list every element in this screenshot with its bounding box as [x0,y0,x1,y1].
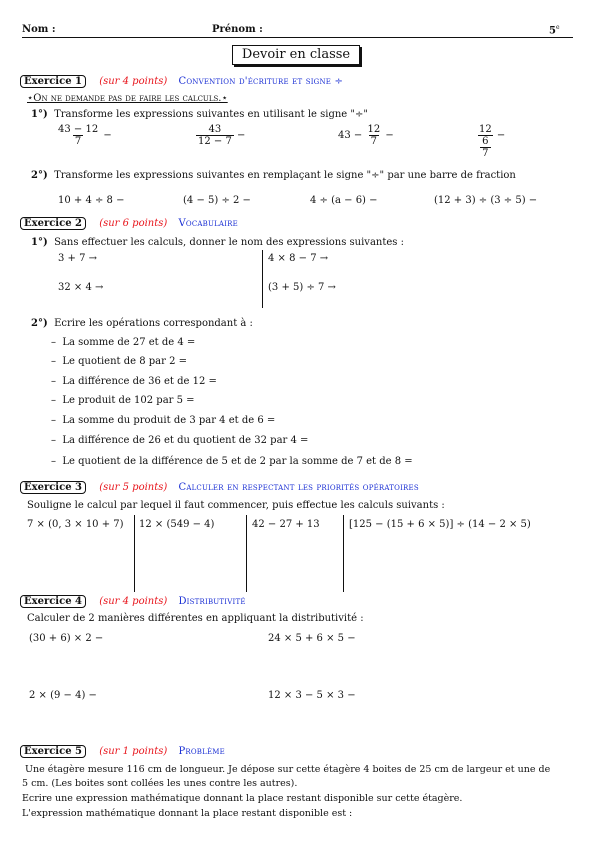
ex5-line-3: Ecrire une expression mathématique donnant la place restant disponible sur cette étagère. [22,793,463,804]
ex2-expr-c: 32 × 4 → [58,282,104,293]
ex1-points: (sur 4 points) [99,76,168,87]
ex2-divider [262,250,263,308]
page-title: Devoir en classe [232,45,360,65]
ex2-q1: 1°) Sans effectuer les calculs, donner le nom des expressions suivantes : [31,237,404,248]
header-rule [22,37,573,38]
ex3-divider-1 [134,515,135,592]
ex4-topic: Distributivité [178,596,246,607]
ex2-item-5: – La somme du produit de 3 par 4 et de 6 = [51,415,276,426]
ex5-topic: Problème [178,746,225,757]
ex1-expr-3: 4 ÷ (a − 6) − [310,195,378,206]
ex2-item-3: – La différence de 36 et de 12 = [51,376,217,387]
ex5-header [20,746,225,758]
ex5-line-4: L'expression mathématique donnant la place restant disponible est : [22,808,353,819]
ex4-label: Exercice 4 [20,595,86,608]
ex4-expr-d: 12 × 3 − 5 × 3 − [268,690,356,701]
ex4-expr-b: 24 × 5 + 6 × 5 − [268,633,356,644]
ex2-expr-d: (3 + 5) ÷ 7 → [268,282,336,293]
ex4-expr-a: (30 + 6) × 2 − [29,633,104,644]
ex1-fraction-1: $\frac{43 - 12}{7}$ − [58,124,112,147]
ex1-fraction-4: $\frac{12}{\frac{6}{7}}$ − [479,124,506,159]
ex3-header [20,482,419,494]
ex3-label: Exercice 3 [20,481,86,494]
ex2-label: Exercice 2 [20,217,86,230]
ex2-header [20,218,238,230]
ex1-q2: 2°) Transforme les expressions suivantes en remplaçant le signe "÷" par une barre de fraction [31,170,516,181]
ex3-points: (sur 5 points) [99,482,168,493]
ex2-expr-a: 3 + 7 → [58,253,98,264]
ex3-topic: Calculer en respectant les priorités opératoires [178,482,419,493]
ex3-calc-3: 42 − 27 + 13 [252,519,320,530]
ex3-calc-1: 7 × (0, 3 × 10 + 7) [27,519,124,530]
ex3-calc-2: 12 × (549 − 4) [139,519,215,530]
ex4-points: (sur 4 points) [99,596,168,607]
ex2-item-6: – La différence de 26 et du quotient de 32 par 4 = [51,435,309,446]
ex1-header [20,76,343,88]
ex2-topic: Vocabulaire [178,218,238,229]
ex2-item-4: – Le produit de 102 par 5 = [51,395,195,406]
ex2-points: (sur 6 points) [99,218,168,229]
ex4-header [20,596,246,608]
ex2-item-7: – Le quotient de la différence de 5 et de 2 par la somme de 7 et de 8 = [51,456,413,467]
ex1-fraction-3: 43 − $\frac{12}{7}$ − [338,124,394,147]
ex3-divider-3 [343,515,344,592]
ex2-expr-b: 4 × 8 − 7 → [268,253,329,264]
ex1-fraction-2: $\frac{43}{12 - 7}$ − [198,124,246,147]
ex4-expr-c: 2 × (9 − 4) − [29,690,97,701]
ex3-divider-2 [246,515,247,592]
ex1-label: Exercice 1 [20,75,86,88]
ex3-calc-4: [125 − (15 + 6 × 5)] ÷ (14 − 2 × 5) [349,519,531,530]
ex1-expr-1: 10 + 4 ÷ 8 − [58,195,125,206]
nom-label: Nom : [22,24,56,35]
ex5-line-2: 5 cm. (Les boites sont collées les unes contre les autres). [22,778,298,789]
ex2-item-2: – Le quotient de 8 par 2 = [51,356,188,367]
ex2-item-1: – La somme de 27 et de 4 = [51,337,196,348]
ex4-instructions: Calculer de 2 manières différentes en appliquant la distributivité : [27,613,364,624]
classe-label: 5e [549,24,560,37]
ex2-q2: 2°) Ecrire les opérations correspondant à : [31,318,253,329]
prenom-label: Prénom : [212,24,263,35]
ex1-expr-2: (4 − 5) ÷ 2 − [183,195,251,206]
ex1-expr-4: (12 + 3) ÷ (3 ÷ 5) − [434,195,538,206]
ex1-topic: Convention d'écriture et signe ÷ [178,76,344,87]
ex1-note: ⋆On ne demande pas de faire les calculs.⋆ [27,93,228,104]
ex5-line-1: Une étagère mesure 116 cm de longueur. Je dépose sur cette étagère 4 boites de 25 cm de largeur et une de [25,764,551,775]
ex3-instructions: Souligne le calcul par lequel il faut commencer, puis effectue les calculs suivants : [27,500,445,511]
ex5-label: Exercice 5 [20,745,86,758]
ex5-points: (sur 1 points) [99,746,168,757]
ex1-q1: 1°) Transforme les expressions suivantes en utilisant le signe "÷" [31,109,368,120]
